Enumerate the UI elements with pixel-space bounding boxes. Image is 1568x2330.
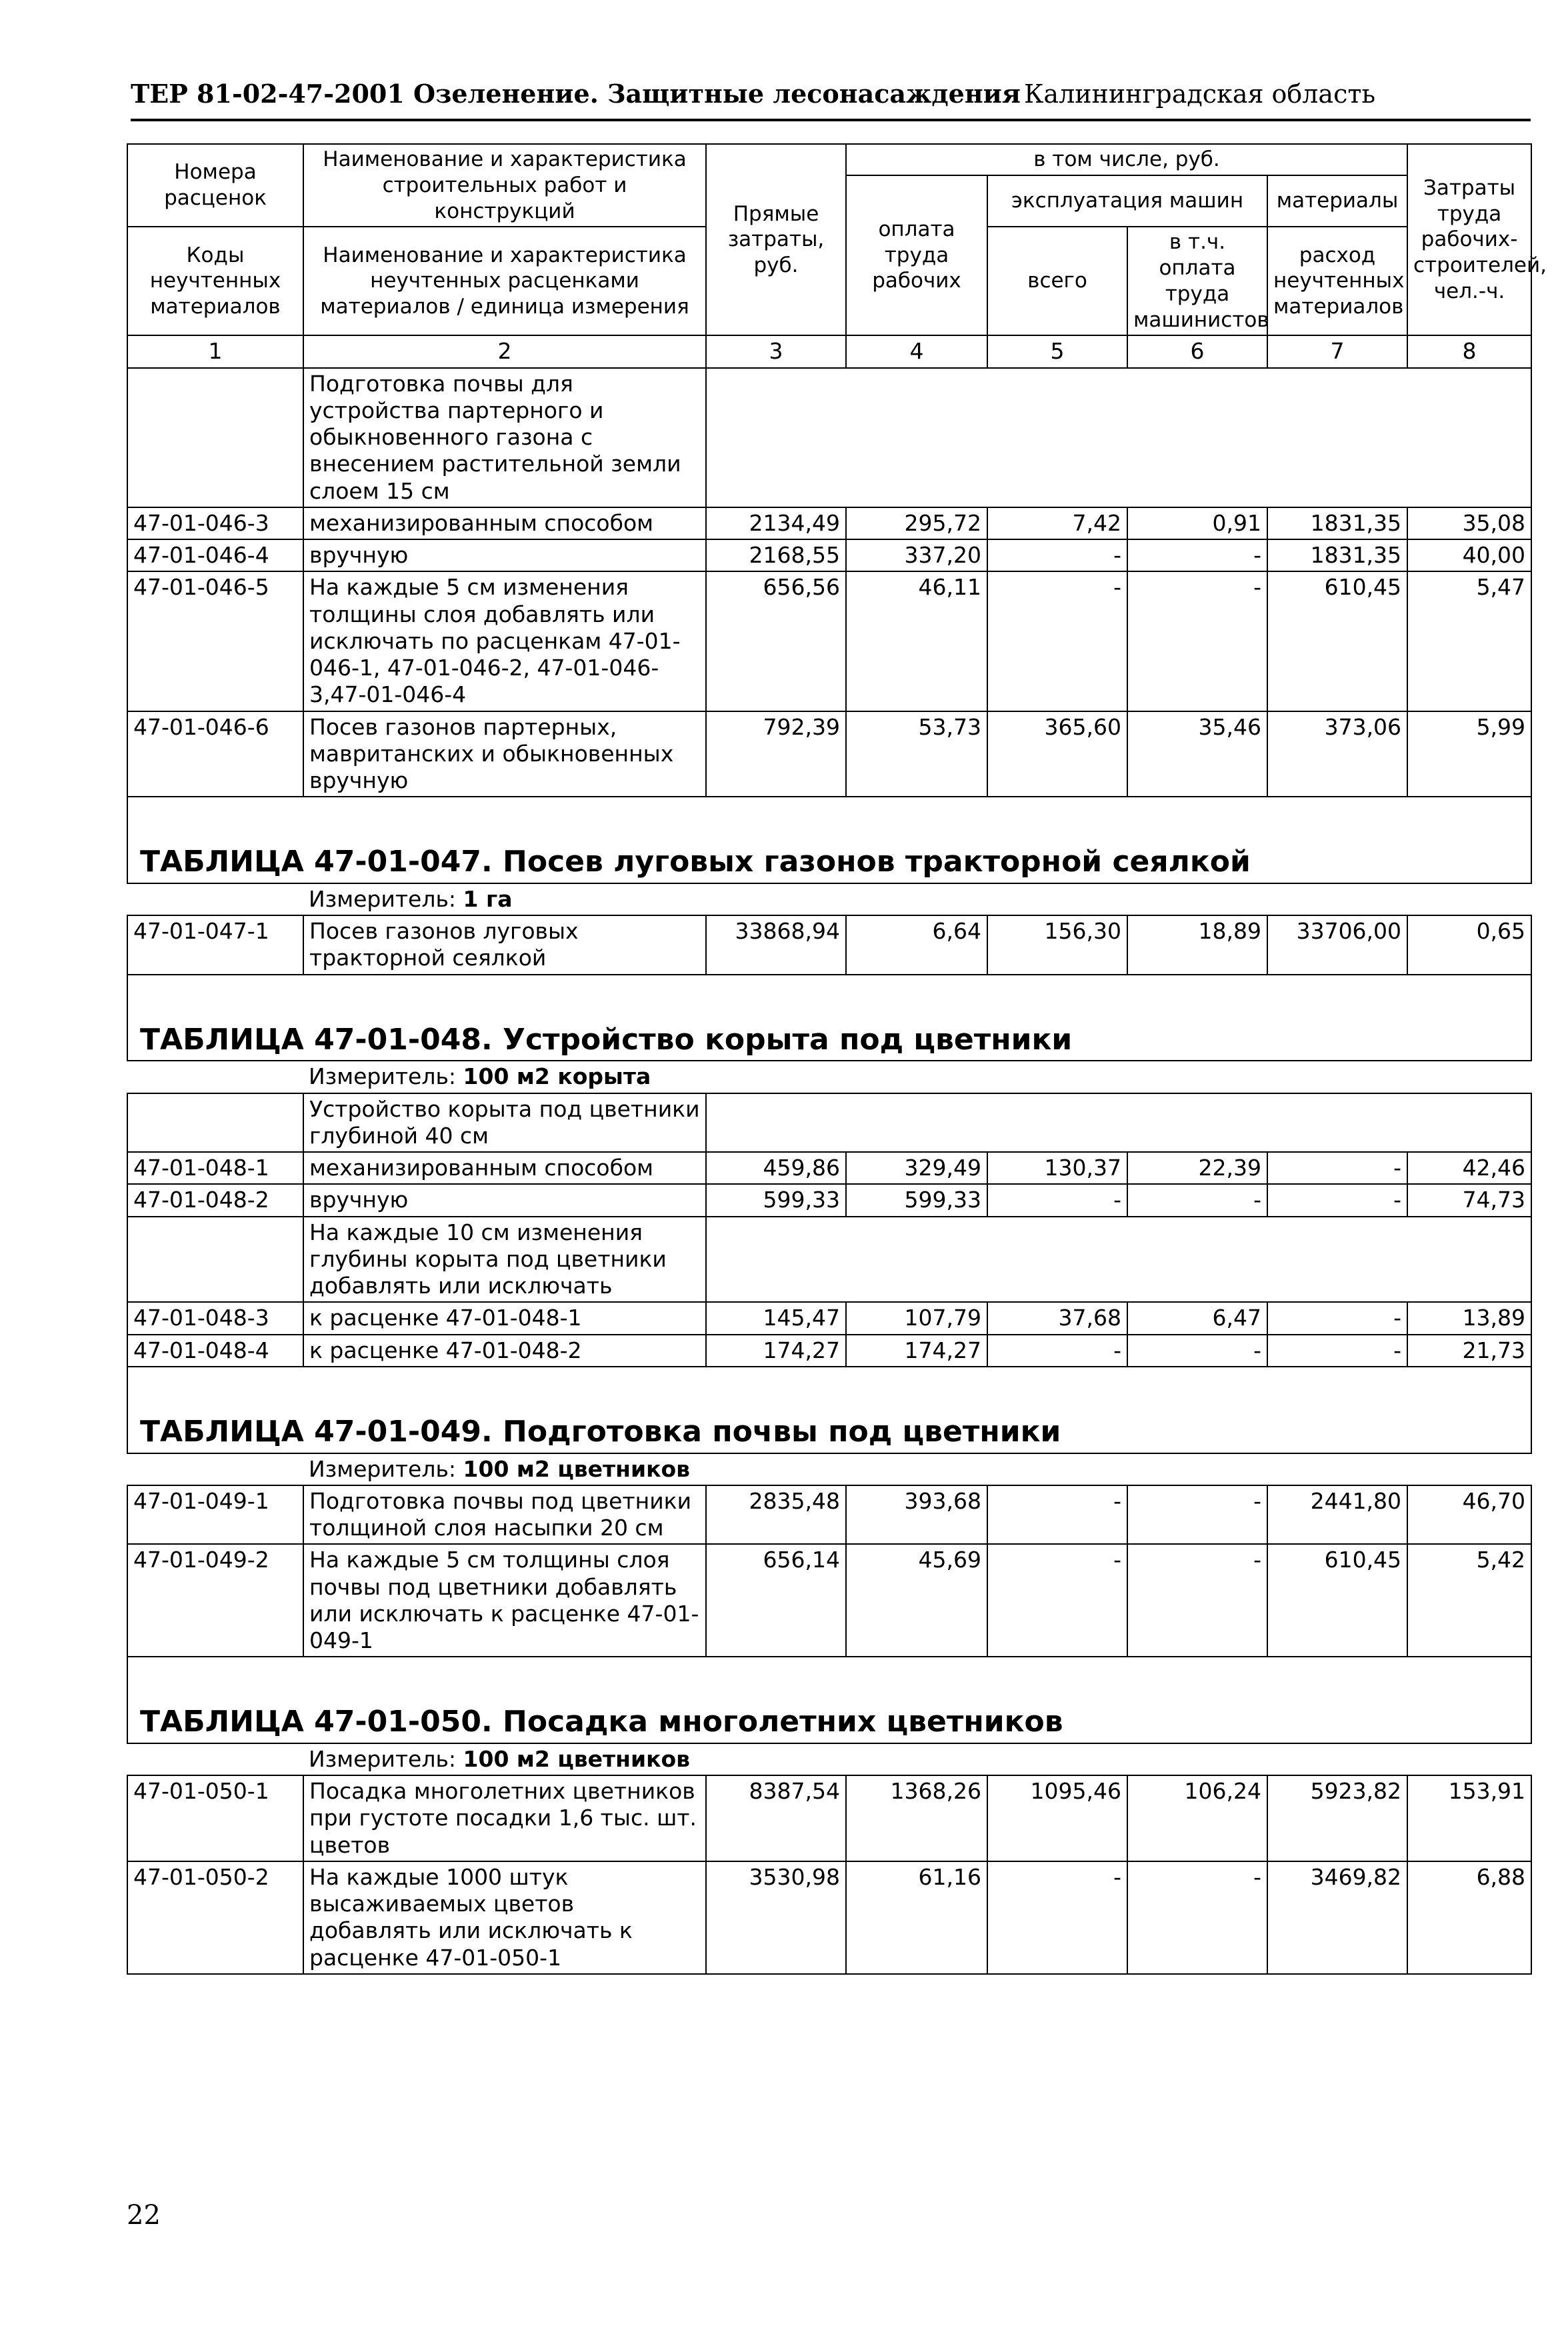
value-cell: 5,99 <box>1407 711 1531 797</box>
value-cell: 599,33 <box>706 1184 846 1216</box>
value-cell: 393,68 <box>846 1485 987 1545</box>
col1-bottom: Коды неучтенных материалов <box>127 227 303 335</box>
value-cell: 2441,80 <box>1267 1485 1407 1545</box>
value-cell: - <box>1127 1485 1267 1545</box>
measure-cell <box>303 1061 1531 1093</box>
measure-cell <box>303 883 1531 915</box>
col4-header: оплата труда рабочих <box>846 175 987 336</box>
value-cell: 8387,54 <box>706 1775 846 1861</box>
empty-cell <box>127 1743 303 1775</box>
value-cell: 53,73 <box>846 711 987 797</box>
value-cell: 174,27 <box>846 1335 987 1367</box>
table-row <box>127 915 1531 975</box>
work-name: Подготовка почвы под цветники толщиной слоя насыпки 20 см <box>303 1485 706 1545</box>
materials-header: материалы <box>1267 175 1407 227</box>
region: Калининградская область <box>1024 79 1376 109</box>
table-row <box>127 1775 1531 1861</box>
value-cell: 130,37 <box>987 1152 1127 1184</box>
col-num: 5 <box>987 335 1127 367</box>
measure-row <box>127 1061 1531 1093</box>
value-cell: - <box>1127 1184 1267 1216</box>
value-cell: 1095,46 <box>987 1775 1127 1861</box>
value-cell: 0,65 <box>1407 915 1531 975</box>
value-cell: - <box>987 571 1127 711</box>
header-row-1 <box>127 144 1531 175</box>
empty-cell <box>706 1093 1531 1153</box>
value-cell: - <box>1127 1544 1267 1657</box>
table-row <box>127 1485 1531 1545</box>
value-cell: - <box>987 1485 1127 1545</box>
value-cell: 3530,98 <box>706 1861 846 1974</box>
table-row <box>127 1184 1531 1216</box>
page-number: 22 <box>127 2200 161 2231</box>
page-header <box>131 79 1531 121</box>
value-cell: 792,39 <box>706 711 846 797</box>
group-header-row <box>127 1217 1531 1303</box>
measure-cell <box>303 1743 1531 1775</box>
value-cell: 459,86 <box>706 1152 846 1184</box>
rate-code: 47-01-050-1 <box>127 1775 303 1861</box>
table-title-row <box>127 1367 1531 1453</box>
value-cell: 5,42 <box>1407 1544 1531 1657</box>
value-cell: 1831,35 <box>1267 507 1407 539</box>
work-name: вручную <box>303 1184 706 1216</box>
table-row <box>127 507 1531 539</box>
value-cell: 5,47 <box>1407 571 1531 711</box>
table-title-row <box>127 975 1531 1061</box>
value-cell: 61,16 <box>846 1861 987 1974</box>
value-cell: - <box>1127 1335 1267 1367</box>
rate-code: 47-01-047-1 <box>127 915 303 975</box>
value-cell: 13,89 <box>1407 1302 1531 1334</box>
group-header-row <box>127 368 1531 507</box>
value-cell: 599,33 <box>846 1184 987 1216</box>
measure-row <box>127 1743 1531 1775</box>
rate-code: 47-01-048-2 <box>127 1184 303 1216</box>
value-cell: 74,73 <box>1407 1184 1531 1216</box>
rates-table <box>127 143 1547 1975</box>
value-cell: 42,46 <box>1407 1152 1531 1184</box>
col-num: 1 <box>127 335 303 367</box>
rate-code: 47-01-046-3 <box>127 507 303 539</box>
value-cell: 656,14 <box>706 1544 846 1657</box>
group-description: На каждые 10 см изменения глубины корыта под цветники добавлять или исключать <box>303 1217 706 1303</box>
rate-code: 47-01-046-4 <box>127 539 303 571</box>
measure-value: 1 га <box>463 885 513 912</box>
measure-label: Измеритель: <box>309 1745 457 1772</box>
table-row <box>127 711 1531 797</box>
measure-label: Измеритель: <box>309 1063 457 1090</box>
value-cell: 45,69 <box>846 1544 987 1657</box>
work-name: На каждые 5 см изменения толщины слоя добавлять или исключать по расценкам 47-01-046-1, 47-01-046-2, 47-01-046-3,47-01-046-4 <box>303 571 706 711</box>
col-num: 8 <box>1407 335 1531 367</box>
col-num: 2 <box>303 335 706 367</box>
group-description: Подготовка почвы для устройства партерного и обыкновенного газона с внесением растительной земли слоем 15 см <box>303 368 706 507</box>
empty-cell <box>127 1093 303 1153</box>
measure-label: Измеритель: <box>309 885 457 912</box>
col-num: 3 <box>706 335 846 367</box>
table-title: ТАБЛИЦА 47-01-047. Посев луговых газонов тракторной сеялкой <box>127 797 1531 883</box>
value-cell: 7,42 <box>987 507 1127 539</box>
value-cell: - <box>987 1544 1127 1657</box>
value-cell: 6,88 <box>1407 1861 1531 1974</box>
table-title: ТАБЛИЦА 47-01-049. Подготовка почвы под цветники <box>127 1367 1531 1453</box>
value-cell: - <box>987 1335 1127 1367</box>
value-cell: - <box>1267 1335 1407 1367</box>
measure-label: Измеритель: <box>309 1455 457 1482</box>
work-name: Посадка многолетних цветников при густоте посадки 1,6 тыс. шт. цветов <box>303 1775 706 1861</box>
table-title: ТАБЛИЦА 47-01-048. Устройство корыта под цветники <box>127 975 1531 1061</box>
value-cell: - <box>1267 1152 1407 1184</box>
value-cell: 656,56 <box>706 571 846 711</box>
value-cell: 35,08 <box>1407 507 1531 539</box>
group-header-row <box>127 1093 1531 1153</box>
empty-cell <box>127 1217 303 1303</box>
work-name: механизированным способом <box>303 507 706 539</box>
work-name: На каждые 1000 штук высаживаемых цветов добавлять или исключать к расценке 47-01-050-1 <box>303 1861 706 1974</box>
value-cell: 40,00 <box>1407 539 1531 571</box>
table-row <box>127 539 1531 571</box>
table-title-row <box>127 797 1531 883</box>
col-num: 7 <box>1267 335 1407 367</box>
value-cell: 46,70 <box>1407 1485 1531 1545</box>
empty-cell <box>127 1061 303 1093</box>
col-num: 6 <box>1127 335 1267 367</box>
table-row <box>127 1152 1531 1184</box>
value-cell: - <box>987 1184 1127 1216</box>
measure-value: 100 м2 цветников <box>463 1455 691 1482</box>
value-cell: 37,68 <box>987 1302 1127 1334</box>
value-cell: 156,30 <box>987 915 1127 975</box>
rate-code: 47-01-046-5 <box>127 571 303 711</box>
incl-header: в том числе, руб. <box>846 144 1407 175</box>
value-cell: 6,47 <box>1127 1302 1267 1334</box>
value-cell: 610,45 <box>1267 571 1407 711</box>
col-num: 4 <box>846 335 987 367</box>
empty-cell <box>706 368 1531 507</box>
rate-code: 47-01-048-1 <box>127 1152 303 1184</box>
value-cell: 106,24 <box>1127 1775 1267 1861</box>
value-cell: - <box>1127 1861 1267 1974</box>
work-name: Посев газонов луговых тракторной сеялкой <box>303 915 706 975</box>
value-cell: 610,45 <box>1267 1544 1407 1657</box>
value-cell: 329,49 <box>846 1152 987 1184</box>
value-cell: 295,72 <box>846 507 987 539</box>
measure-row <box>127 883 1531 915</box>
rate-code: 47-01-048-4 <box>127 1335 303 1367</box>
value-cell: 1368,26 <box>846 1775 987 1861</box>
value-cell: 373,06 <box>1267 711 1407 797</box>
value-cell: 0,91 <box>1127 507 1267 539</box>
value-cell: - <box>1267 1184 1407 1216</box>
measure-value: 100 м2 корыта <box>463 1063 651 1090</box>
col6-header: в т.ч. оплата труда машинистов <box>1127 227 1267 335</box>
value-cell: 2168,55 <box>706 539 846 571</box>
table-row <box>127 571 1531 711</box>
value-cell: 145,47 <box>706 1302 846 1334</box>
table-row <box>127 1861 1531 1974</box>
empty-cell <box>127 883 303 915</box>
value-cell: 1831,35 <box>1267 539 1407 571</box>
value-cell: 22,39 <box>1127 1152 1267 1184</box>
col8-header: Затраты труда рабочих-строителей, чел.-ч. <box>1407 144 1531 335</box>
machines-header: эксплуатация машин <box>987 175 1267 227</box>
empty-cell <box>127 368 303 507</box>
empty-cell <box>127 1453 303 1485</box>
rate-code: 47-01-049-1 <box>127 1485 303 1545</box>
value-cell: 153,91 <box>1407 1775 1531 1861</box>
rate-code: 47-01-049-2 <box>127 1544 303 1657</box>
value-cell: - <box>987 1861 1127 1974</box>
value-cell: 21,73 <box>1407 1335 1531 1367</box>
work-name: Посев газонов партерных, мавританских и обыкновенных вручную <box>303 711 706 797</box>
value-cell: 174,27 <box>706 1335 846 1367</box>
value-cell: 3469,82 <box>1267 1861 1407 1974</box>
work-name: к расценке 47-01-048-2 <box>303 1335 706 1367</box>
work-name: к расценке 47-01-048-1 <box>303 1302 706 1334</box>
value-cell: 46,11 <box>846 571 987 711</box>
group-description: Устройство корыта под цветники глубиной 40 см <box>303 1093 706 1153</box>
value-cell: 107,79 <box>846 1302 987 1334</box>
work-name: На каждые 5 см толщины слоя почвы под цветники добавлять или исключать к расценке 47-01-049-1 <box>303 1544 706 1657</box>
value-cell: 365,60 <box>987 711 1127 797</box>
doc-code: ТЕР 81-02-47-2001 Озеленение. Защитные лесонасаждения <box>131 79 1021 109</box>
value-cell: - <box>1127 571 1267 711</box>
work-name: механизированным способом <box>303 1152 706 1184</box>
value-cell: 33706,00 <box>1267 915 1407 975</box>
work-name: вручную <box>303 539 706 571</box>
value-cell: 33868,94 <box>706 915 846 975</box>
col7-header: расход неучтенных материалов <box>1267 227 1407 335</box>
empty-cell <box>706 1217 1531 1303</box>
value-cell: 2835,48 <box>706 1485 846 1545</box>
column-numbers-row <box>127 335 1531 367</box>
col2-top: Наименование и характеристика строительных работ и конструкций <box>303 144 706 227</box>
measure-cell <box>303 1453 1531 1485</box>
table-row <box>127 1544 1531 1657</box>
measure-row <box>127 1453 1531 1485</box>
table-row <box>127 1335 1531 1367</box>
value-cell: - <box>1267 1302 1407 1334</box>
col1-top: Номера расценок <box>127 144 303 227</box>
value-cell: 2134,49 <box>706 507 846 539</box>
table-title: ТАБЛИЦА 47-01-050. Посадка многолетних цветников <box>127 1657 1531 1743</box>
col5-header: всего <box>987 227 1127 335</box>
value-cell: 35,46 <box>1127 711 1267 797</box>
rate-code: 47-01-050-2 <box>127 1861 303 1974</box>
measure-value: 100 м2 цветников <box>463 1745 691 1772</box>
value-cell: 6,64 <box>846 915 987 975</box>
value-cell: - <box>987 539 1127 571</box>
value-cell: 18,89 <box>1127 915 1267 975</box>
table-row <box>127 1302 1531 1334</box>
rate-code: 47-01-046-6 <box>127 711 303 797</box>
value-cell: 337,20 <box>846 539 987 571</box>
col2-bottom: Наименование и характеристика неучтенных расценками материалов / единица измерения <box>303 227 706 335</box>
rate-code: 47-01-048-3 <box>127 1302 303 1334</box>
value-cell: 5923,82 <box>1267 1775 1407 1861</box>
value-cell: - <box>1127 539 1267 571</box>
col3-header: Прямые затраты, руб. <box>706 144 846 335</box>
table-title-row <box>127 1657 1531 1743</box>
